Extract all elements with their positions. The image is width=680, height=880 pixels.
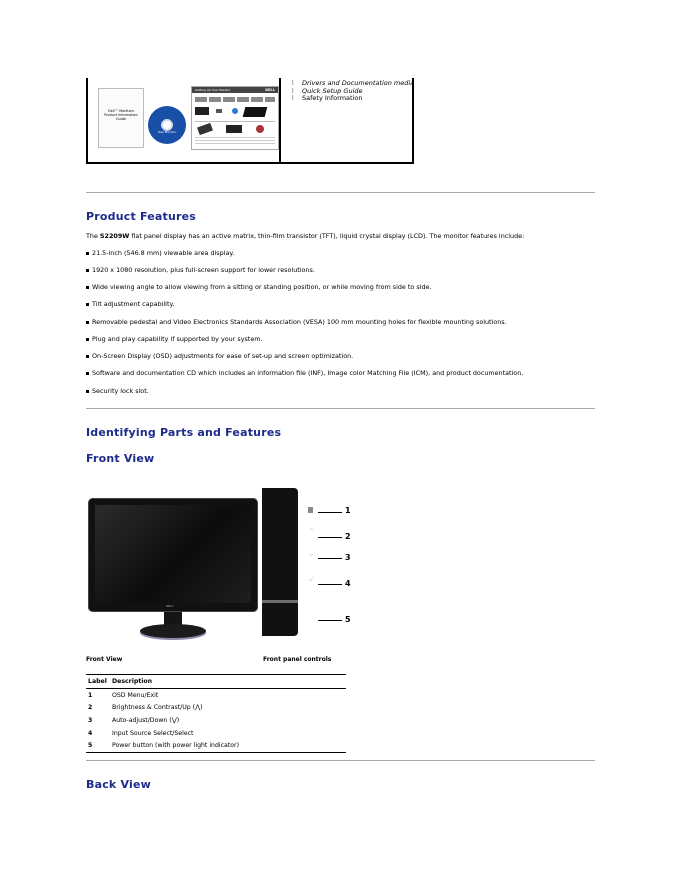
- feature-item: Removable pedestal and Video Electronics Standards Association (VESA) 100 mm mounting holes for flexible mounting solutions.: [86, 318, 507, 326]
- power-icon: ⏻: [305, 611, 313, 621]
- feature-item: 1920 x 1080 resolution, plus full-screen support for lower resolutions.: [86, 266, 315, 274]
- features-intro: [86, 232, 524, 240]
- box-contents-table: [86, 78, 414, 164]
- booklet-title: Dell™ Monitors Product Information Guide: [104, 109, 138, 122]
- table-row: [86, 727, 346, 740]
- callout-3: 3: [345, 553, 351, 562]
- model-number: S2209W: [99, 232, 130, 240]
- identifying-parts-heading: Identifying Parts and Features: [86, 426, 282, 439]
- table-row: [86, 739, 346, 752]
- row-description: Auto-adjust/Down (⋁): [112, 716, 180, 724]
- row-label: 2: [88, 704, 93, 712]
- quick-setup-guide-image: [191, 86, 279, 150]
- monitor-front-image: [88, 498, 258, 643]
- product-features-heading: Product Features: [86, 210, 197, 223]
- select-check-icon: ✓: [308, 575, 315, 584]
- label-column-header: Label: [86, 675, 110, 689]
- row-description: Power button (with power light indicator): [110, 739, 346, 752]
- row-description: Input Source Select/Select: [112, 729, 194, 737]
- row-description: OSD Menu/Exit: [112, 691, 159, 699]
- cd-disc-image: [148, 106, 186, 144]
- box-item-safety: l Safety Information: [292, 95, 414, 103]
- feature-item: 21.5-inch (546.8 mm) viewable area display.: [86, 249, 234, 257]
- row-label: 3: [88, 716, 93, 724]
- feature-item: On-Screen Display (OSD) adjustments for ease of set-up and screen optimization.: [86, 352, 353, 360]
- callout-5: 5: [345, 615, 351, 624]
- table-divider: [279, 78, 281, 162]
- table-header-row: [86, 675, 346, 689]
- box-contents-list: [292, 80, 414, 103]
- description-column-header: Description: [110, 675, 346, 689]
- front-panel-caption: Front panel controls: [263, 656, 332, 663]
- feature-item: Software and documentation CD which includes an information file (INF), Image color Matching File (ICM), and product documentation.: [86, 369, 523, 377]
- down-arrow-icon: ⌄: [308, 549, 315, 558]
- callout-2: 2: [345, 532, 351, 541]
- intro-suffix: flat panel display has an active matrix, thin-film transistor (TFT), liquid crystal display (LCD). The monitor features include:: [129, 232, 525, 240]
- box-item-quick-setup: l Quick Setup Guide: [292, 88, 414, 96]
- row-label: 5: [86, 739, 110, 752]
- feature-item: Tilt adjustment capability.: [86, 300, 174, 308]
- table-row: [86, 689, 346, 702]
- back-view-heading: Back View: [86, 778, 151, 791]
- monitor-brand-logo: DELL: [166, 604, 174, 608]
- front-controls-table: [86, 674, 346, 753]
- divider: [86, 408, 595, 409]
- row-label: 4: [88, 729, 93, 737]
- row-description: Brightness & Contrast/Up (⋀): [112, 704, 203, 712]
- intro-prefix: The: [86, 232, 100, 240]
- guide-header: Setting Up Your Monitor: [195, 88, 231, 92]
- row-label: 1: [88, 691, 93, 699]
- divider: [86, 760, 595, 761]
- callout-4: 4: [345, 579, 351, 588]
- cd-label: Dell Monitor: [158, 130, 177, 134]
- front-view-heading: Front View: [86, 452, 155, 465]
- product-information-guide-image: [98, 88, 144, 148]
- guide-brand: DELL: [265, 88, 275, 92]
- table-row: [86, 714, 346, 727]
- callout-lines: [318, 505, 358, 625]
- box-item-drivers: l Drivers and Documentation media: [292, 80, 414, 88]
- menu-icon: [308, 507, 313, 513]
- front-view-caption: Front View: [86, 656, 123, 663]
- callout-1: 1: [345, 506, 351, 515]
- feature-item: Plug and play capability if supported by your system.: [86, 335, 263, 343]
- table-row: [86, 702, 346, 715]
- feature-item: Security lock slot.: [86, 387, 149, 395]
- divider: [86, 192, 595, 193]
- feature-item: Wide viewing angle to allow viewing from a sitting or standing position, or while moving from side to side.: [86, 283, 431, 291]
- up-arrow-icon: ⌃: [308, 527, 315, 536]
